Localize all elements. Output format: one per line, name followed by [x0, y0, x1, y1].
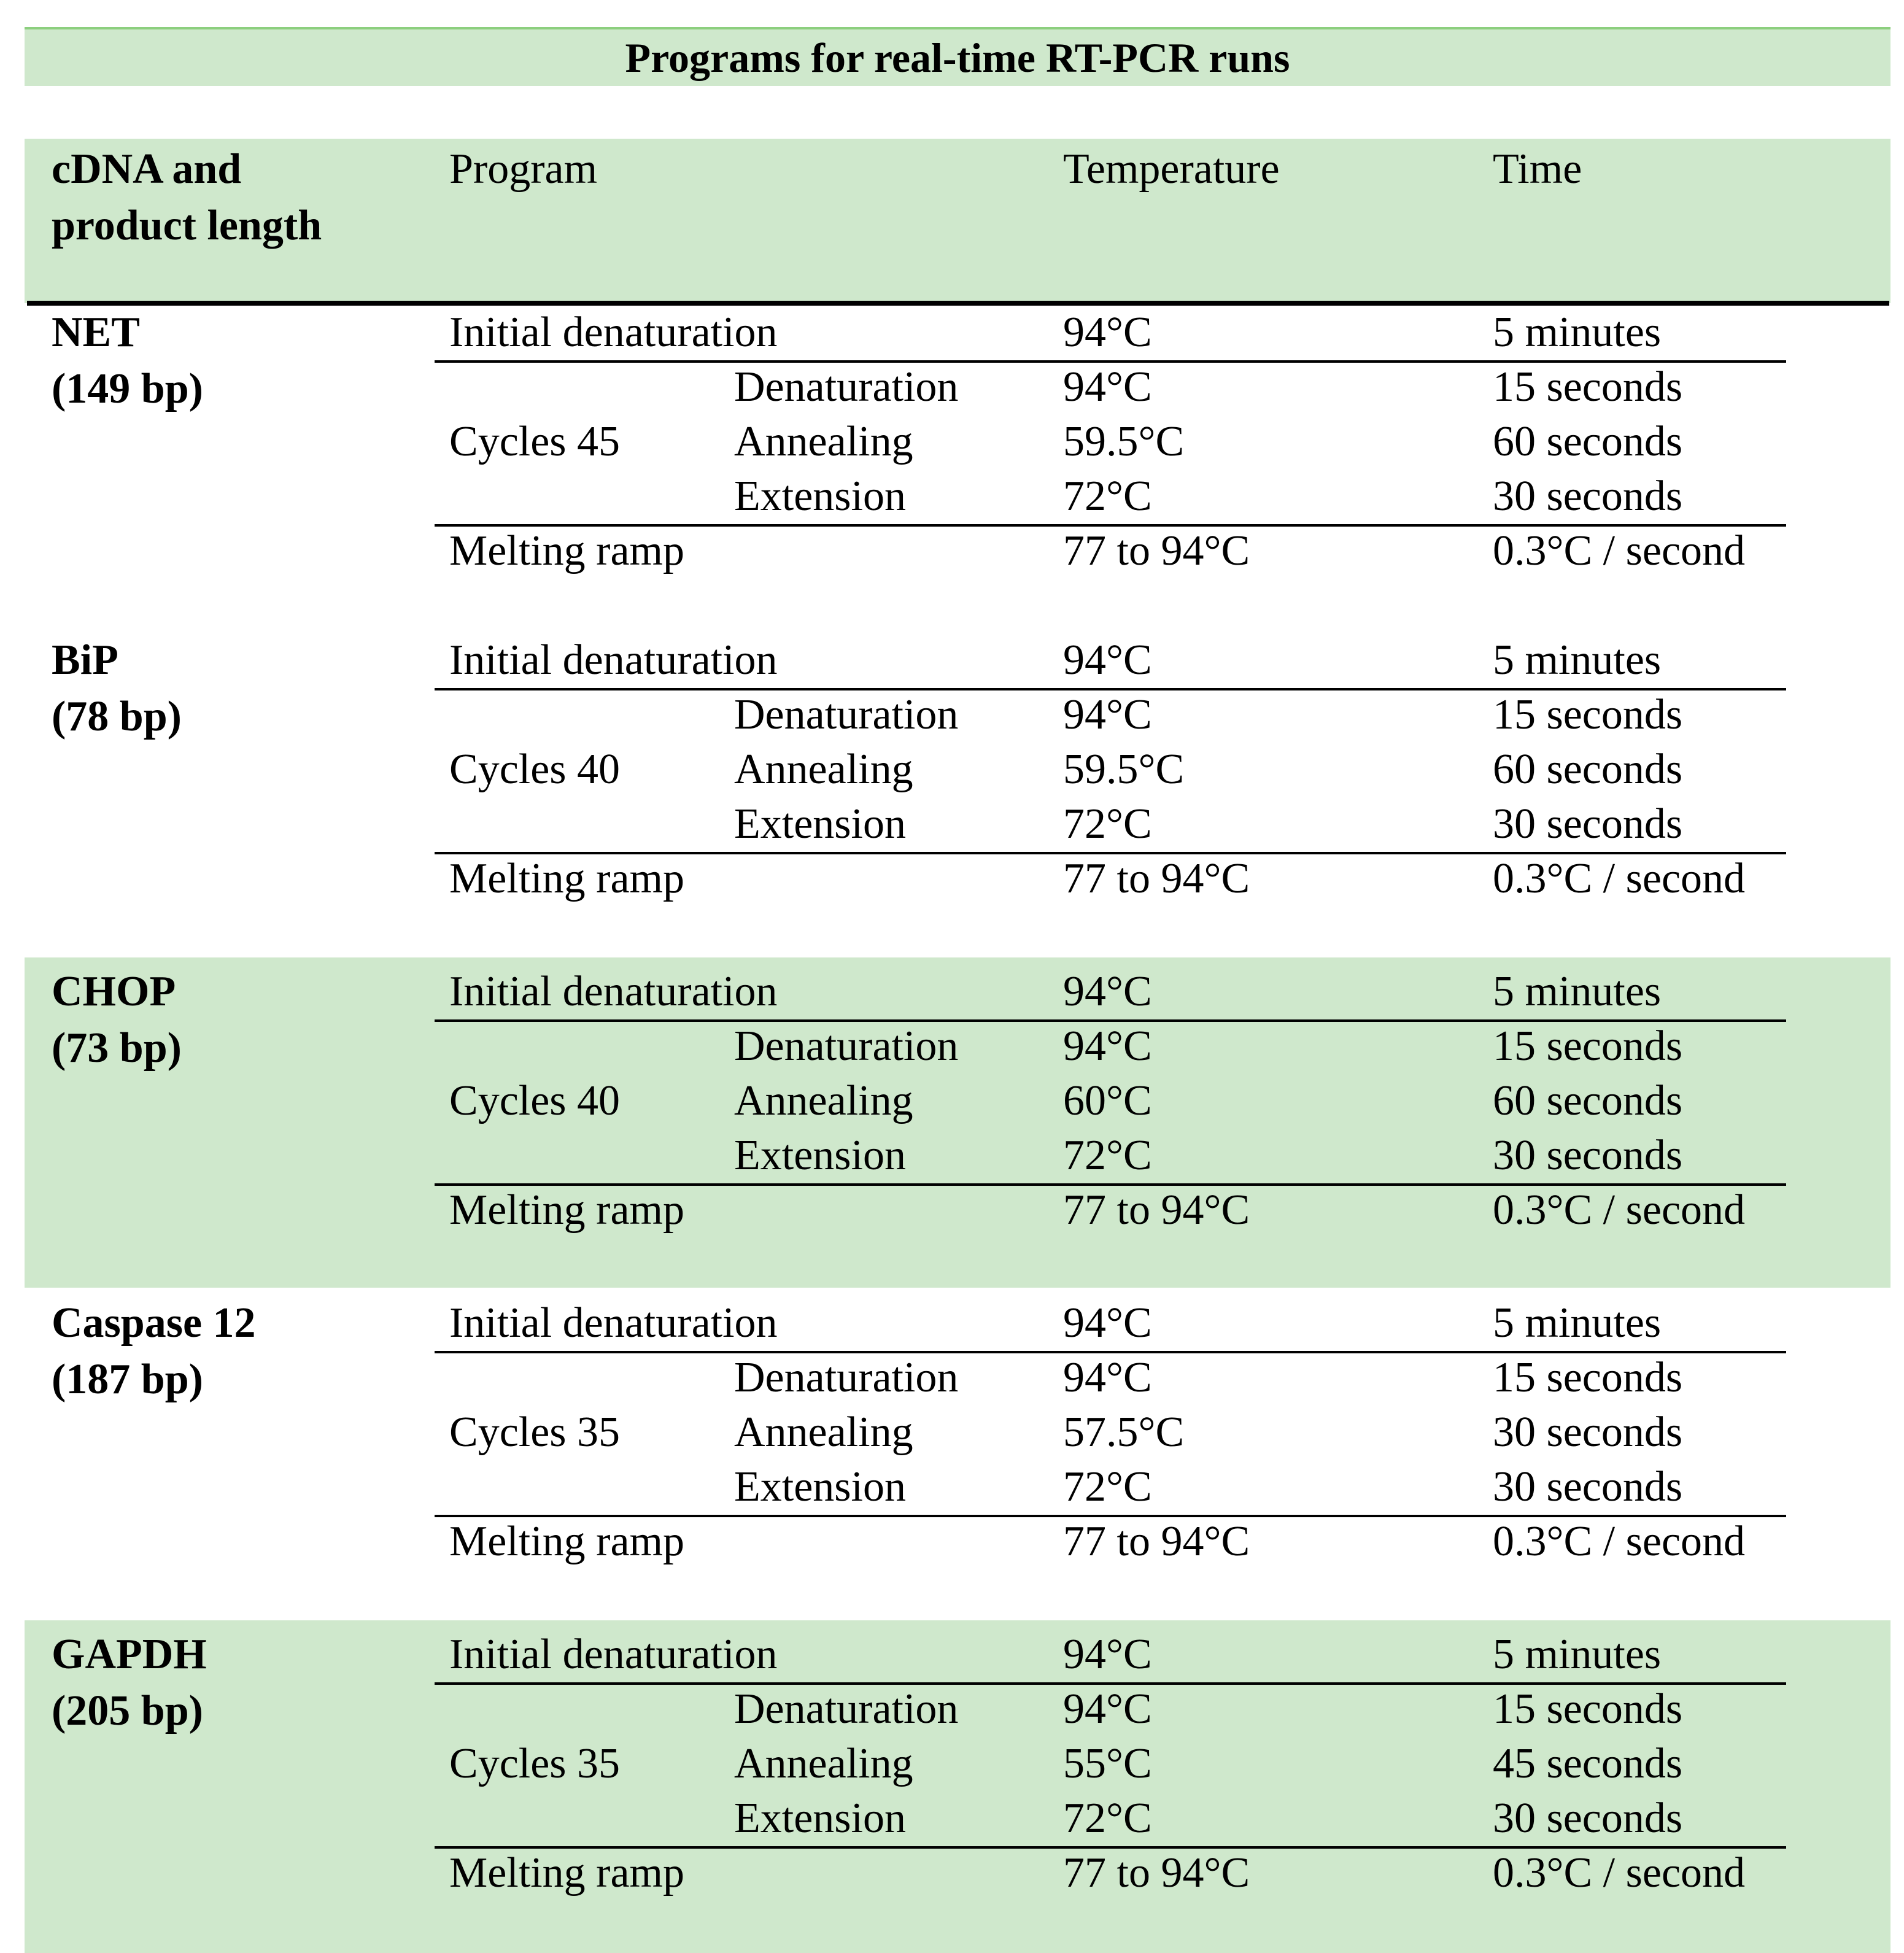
- cdna-label: [52, 1295, 256, 1408]
- initial-denaturation-temp: 94°C: [1063, 309, 1152, 356]
- cdna-label: [52, 632, 182, 745]
- melting-ramp-temp: 77 to 94°C: [1063, 1186, 1250, 1234]
- program-block: [0, 964, 1904, 1289]
- product-length: (73 bp): [52, 1024, 182, 1072]
- cycle-step-time: 30 seconds: [1493, 1409, 1683, 1456]
- cycle-step-time: 15 seconds: [1493, 691, 1683, 738]
- melting-ramp-label: Melting ramp: [449, 1849, 684, 1897]
- cycle-step-temp: 94°C: [1063, 691, 1152, 738]
- cdna-label: [52, 1626, 207, 1739]
- cycles-label: Cycles 35: [449, 1740, 621, 1787]
- cycle-step-label: Denaturation: [734, 363, 959, 411]
- initial-denaturation-temp: 94°C: [1063, 1299, 1152, 1347]
- melting-ramp-temp: 77 to 94°C: [1063, 527, 1250, 574]
- cycle-step-time: 60 seconds: [1493, 418, 1683, 465]
- cycle-step-label: Extension: [734, 1463, 906, 1510]
- initial-denaturation-time: 5 minutes: [1493, 968, 1662, 1015]
- cycle-step-temp: 94°C: [1063, 1354, 1152, 1401]
- cycle-step-time: 45 seconds: [1493, 1740, 1683, 1787]
- melting-ramp-label: Melting ramp: [449, 1518, 684, 1565]
- cycle-step-label: Extension: [734, 473, 906, 520]
- melting-ramp-temp: 77 to 94°C: [1063, 855, 1250, 902]
- cycle-step-time: 15 seconds: [1493, 1354, 1683, 1401]
- cycle-step-label: Extension: [734, 800, 906, 848]
- cycle-step-time: 15 seconds: [1493, 1685, 1683, 1733]
- product-length: (187 bp): [52, 1356, 203, 1403]
- cdna-name: BiP: [52, 636, 118, 684]
- program-block: [0, 632, 1904, 957]
- melting-ramp-label: Melting ramp: [449, 855, 684, 902]
- cycle-step-temp: 59.5°C: [1063, 418, 1185, 465]
- melting-ramp-time: 0.3°C / second: [1493, 527, 1746, 574]
- cycle-step-label: Denaturation: [734, 691, 959, 738]
- program-block: [0, 1295, 1904, 1620]
- initial-denaturation-label: Initial denaturation: [449, 309, 778, 356]
- initial-denaturation-time: 5 minutes: [1493, 636, 1662, 684]
- melting-ramp-temp: 77 to 94°C: [1063, 1518, 1250, 1565]
- melting-ramp-time: 0.3°C / second: [1493, 855, 1746, 902]
- cycle-step-time: 15 seconds: [1493, 363, 1683, 411]
- table-header: [25, 139, 1890, 303]
- cycles-label: Cycles 45: [449, 418, 621, 465]
- cycle-step-time: 30 seconds: [1493, 1795, 1683, 1842]
- header-program: Program: [449, 145, 598, 193]
- product-length: (205 bp): [52, 1687, 203, 1734]
- cycle-step-time: 15 seconds: [1493, 1023, 1683, 1070]
- header-cdna-length: cDNA and product length: [52, 145, 322, 249]
- cycles-label: Cycles 35: [449, 1409, 621, 1456]
- cycle-step-time: 60 seconds: [1493, 1077, 1683, 1124]
- cdna-name: NET: [52, 309, 140, 356]
- initial-denaturation-label: Initial denaturation: [449, 636, 778, 684]
- melting-ramp-time: 0.3°C / second: [1493, 1186, 1746, 1234]
- cdna-name: GAPDH: [52, 1631, 207, 1678]
- initial-denaturation-label: Initial denaturation: [449, 968, 778, 1015]
- product-length: (78 bp): [52, 693, 182, 740]
- cycles-label: Cycles 40: [449, 746, 621, 793]
- cycle-step-temp: 72°C: [1063, 473, 1152, 520]
- cycle-step-temp: 72°C: [1063, 800, 1152, 848]
- table-title: Programs for real-time RT-PCR runs: [25, 27, 1890, 86]
- header-temperature: Temperature: [1063, 145, 1280, 193]
- cdna-name: Caspase 12: [52, 1299, 256, 1347]
- cycle-step-time: 30 seconds: [1493, 473, 1683, 520]
- cycle-step-temp: 59.5°C: [1063, 746, 1185, 793]
- cdna-name: CHOP: [52, 968, 176, 1015]
- cycle-step-label: Denaturation: [734, 1354, 959, 1401]
- program-block: [0, 304, 1904, 630]
- cycle-step-temp: 55°C: [1063, 1740, 1152, 1787]
- melting-ramp-time: 0.3°C / second: [1493, 1518, 1746, 1565]
- melting-ramp-label: Melting ramp: [449, 1186, 684, 1234]
- cdna-label: [52, 304, 203, 417]
- cycle-step-label: Denaturation: [734, 1685, 959, 1733]
- initial-denaturation-label: Initial denaturation: [449, 1631, 778, 1678]
- initial-denaturation-temp: 94°C: [1063, 636, 1152, 684]
- cycle-step-label: Extension: [734, 1795, 906, 1842]
- melting-ramp-temp: 77 to 94°C: [1063, 1849, 1250, 1897]
- cycle-step-label: Annealing: [734, 746, 913, 793]
- cycle-step-label: Annealing: [734, 1077, 913, 1124]
- cycle-step-temp: 57.5°C: [1063, 1409, 1185, 1456]
- program-block: [0, 1626, 1904, 1952]
- initial-denaturation-time: 5 minutes: [1493, 1299, 1662, 1347]
- cycle-step-temp: 94°C: [1063, 1023, 1152, 1070]
- initial-denaturation-time: 5 minutes: [1493, 1631, 1662, 1678]
- cycle-step-temp: 60°C: [1063, 1077, 1152, 1124]
- product-length: (149 bp): [52, 365, 203, 412]
- cycle-step-label: Annealing: [734, 1409, 913, 1456]
- initial-denaturation-time: 5 minutes: [1493, 309, 1662, 356]
- cycle-step-time: 30 seconds: [1493, 1132, 1683, 1179]
- cdna-label: [52, 964, 182, 1077]
- cycle-step-temp: 72°C: [1063, 1463, 1152, 1510]
- cycle-step-label: Denaturation: [734, 1023, 959, 1070]
- cycle-step-temp: 94°C: [1063, 363, 1152, 411]
- initial-denaturation-temp: 94°C: [1063, 968, 1152, 1015]
- cycle-step-label: Extension: [734, 1132, 906, 1179]
- melting-ramp-label: Melting ramp: [449, 527, 684, 574]
- cycle-step-time: 30 seconds: [1493, 800, 1683, 848]
- initial-denaturation-label: Initial denaturation: [449, 1299, 778, 1347]
- melting-ramp-time: 0.3°C / second: [1493, 1849, 1746, 1897]
- cycle-step-time: 60 seconds: [1493, 746, 1683, 793]
- cycle-step-label: Annealing: [734, 1740, 913, 1787]
- cycle-step-temp: 72°C: [1063, 1795, 1152, 1842]
- cycle-step-time: 30 seconds: [1493, 1463, 1683, 1510]
- cycle-step-temp: 94°C: [1063, 1685, 1152, 1733]
- cycles-label: Cycles 40: [449, 1077, 621, 1124]
- cycle-step-label: Annealing: [734, 418, 913, 465]
- header-time: Time: [1493, 145, 1582, 193]
- initial-denaturation-temp: 94°C: [1063, 1631, 1152, 1678]
- cycle-step-temp: 72°C: [1063, 1132, 1152, 1179]
